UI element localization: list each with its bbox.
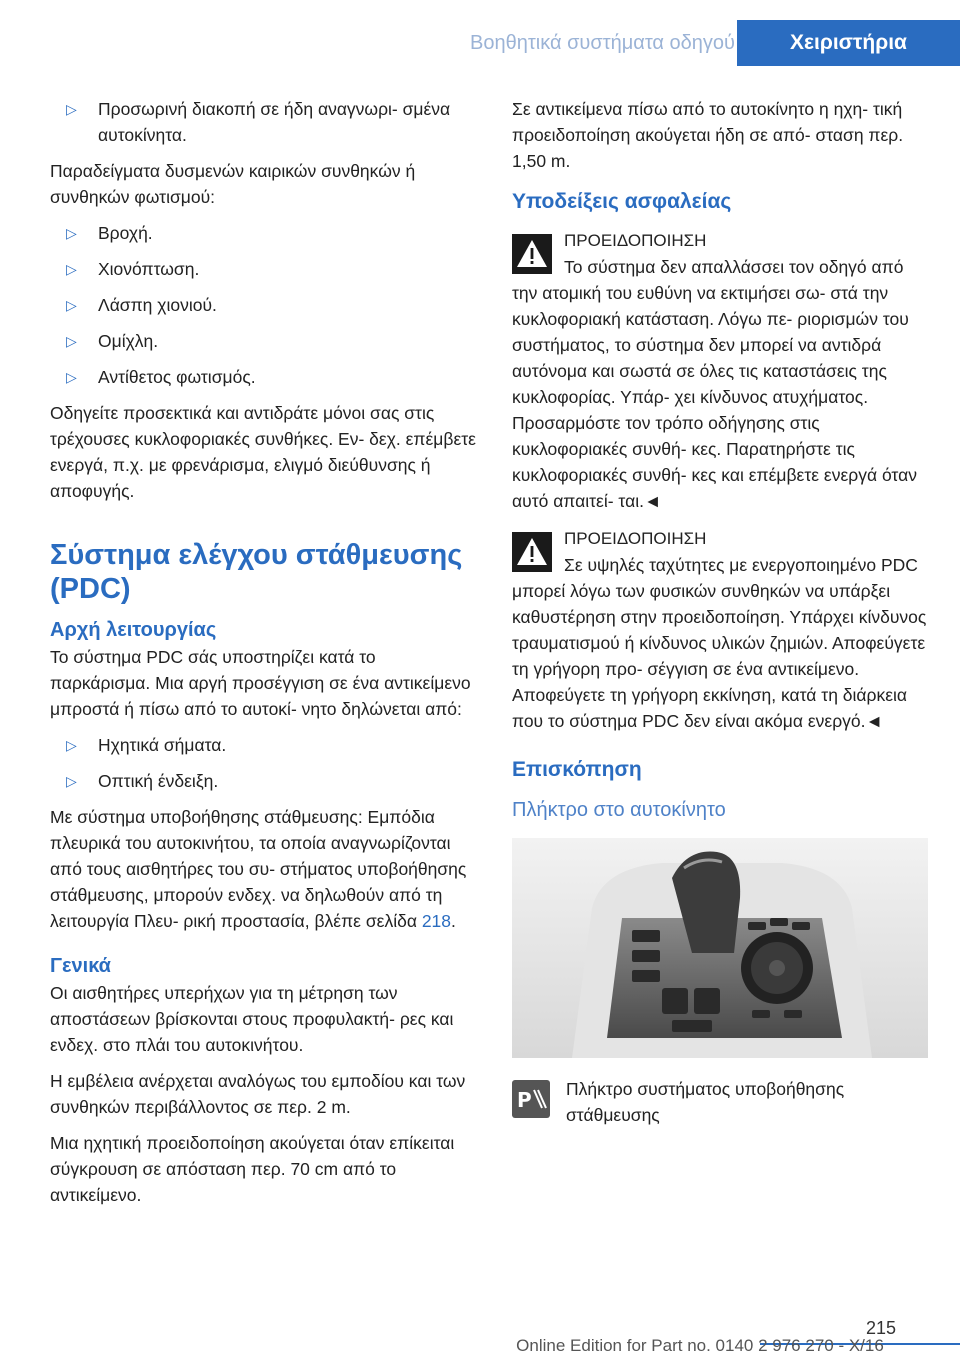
page-number: 215 [865, 1318, 896, 1338]
principle-text: Το σύστημα PDC σάς υποστηρίζει κατά το παρκάρισμα. Μια αργή προσέγγιση σε ένα αντικείμενο μπροστά ή πίσω από το αυτοκί‐ νητο δηλώνεται από: [50, 647, 471, 719]
pdc-heading: Σύστημα ελέγχου στάθμευσης (PDC) [50, 539, 463, 605]
parking-assist-button-icon [512, 1080, 550, 1118]
list-item-text: Οπτική ένδειξη. [98, 771, 219, 791]
list-item [50, 220, 480, 246]
list-item [50, 292, 480, 318]
principle-heading: Αρχή λειτουργίας [50, 619, 217, 641]
section-title: Βοηθητικά συστήματα οδηγού [470, 32, 735, 54]
triangle-bullet-icon: ▷ [66, 737, 77, 753]
list-item [50, 732, 480, 758]
triangle-bullet-icon: ▷ [66, 261, 77, 277]
left-column [50, 96, 480, 1218]
list-item-text: Βροχή. [98, 223, 153, 243]
triangle-bullet-icon: ▷ [66, 101, 77, 117]
center-console-photo [512, 838, 928, 1058]
warning-block [512, 228, 928, 514]
triangle-bullet-icon: ▷ [66, 333, 77, 349]
warning-text: Το σύστημα δεν απαλλάσσει τον οδηγό από την ατομική του ευθύνη να εκτιμήσει σω‐ στά την κυκλοφοριακή κατάσταση. Λόγω πε‐ ριορισμών του συστήματος, το σύστημα δεν μπορεί να αντιδρά αυτόνομα και σωστά σε όλες τις καταστάσεις της κυκλοφορίας. Υπάρ‐ χει κίνδυνος ατυχήματος. Προσαρμόστε τον τρόπο οδήγησης στις κυκλοφοριακές συνθή‐ κες. Παρατηρήστε τις κυκλοφοριακές συνθή‐ κες και επέμβετε ενεργά όταν αυτό απαιτεί‐ ται.◄ [512, 257, 917, 511]
page-link[interactable]: 218 [421, 911, 452, 931]
warning-icon [512, 532, 552, 572]
warning-title: ΠΡΟΕΙΔΟΠΟΙΗΣΗ [564, 529, 707, 548]
caption-text: Πλήκτρο συστήματος υποβοήθησης στάθμευσης [566, 1079, 845, 1125]
warning-icon [512, 234, 552, 274]
general-paragraph: Μια ηχητική προειδοποίηση ακούγεται όταν επίκειται σύγκρουση σε απόσταση περ. 70 cm από το αντικείμενο. [50, 1133, 455, 1205]
warning-block [512, 526, 928, 734]
caption [512, 1076, 928, 1128]
overview-heading: Επισκόπηση [512, 758, 642, 781]
drive-note: Οδηγείτε προσεκτικά και αντιδράτε μόνοι σας στις τρέχουσες κυκλοφοριακές συνθήκες. Εν‐ δεχ. επέμβετε ενεργά, π.χ. με φρενάρισμα, ελιγμό διεύθυνσης ή αποφυγής. [50, 403, 476, 501]
list-item-text: Ηχητικά σήματα. [98, 735, 227, 755]
button-heading: Πλήκτρο στο αυτοκίνητο [512, 799, 726, 821]
warning-title: ΠΡΟΕΙΔΟΠΟΙΗΣΗ [564, 231, 707, 250]
list-item-text: Ομίχλη. [98, 331, 159, 351]
list-item [50, 96, 480, 148]
side-protection-text: Με σύστημα υποβοήθησης στάθμευσης: Εμπόδια πλευρικά του αυτοκινήτου, τα οποία αναγνωρίζονται από τους αισθητήρες του συ‐ στήματος υποβοήθησης στάθμευσης, μπορούν ενδεχ. να δηλωθούν από τη λειτουργία Πλευ‐ ρική προστασία, βλέπε σελίδα 218. [50, 807, 467, 931]
triangle-bullet-icon: ▷ [66, 225, 77, 241]
right-column [512, 96, 928, 1128]
rear-warning-text: Σε αντικείμενα πίσω από το αυτοκίνητο η ηχη‐ τική προειδοποίηση ακούγεται ήδη σε από‐ σταση περ. 1,50 m. [512, 99, 904, 171]
list-item-text: Προσωρινή διακοπή σε ήδη αναγνωρι‐ σμένα αυτοκίνητα. [98, 99, 451, 145]
list-item [50, 256, 480, 282]
triangle-bullet-icon: ▷ [66, 773, 77, 789]
triangle-bullet-icon: ▷ [66, 297, 77, 313]
list-item-text: Αντίθετος φωτισμός. [98, 367, 256, 387]
list-item [50, 768, 480, 794]
general-paragraph: Η εμβέλεια ανέρχεται αναλόγως του εμποδίου και των συνθηκών περιβάλλοντος σε περ. 2 m. [50, 1071, 466, 1117]
chapter-tab: Χειριστήρια [737, 20, 960, 66]
svg-text:P: P [517, 1088, 532, 1112]
safety-heading: Υποδείξεις ασφαλείας [512, 190, 732, 213]
weather-intro: Παραδείγματα δυσμενών καιρικών συνθηκών ή συνθηκών φωτισμού: [50, 161, 416, 207]
list-item-text: Χιονόπτωση. [98, 259, 200, 279]
general-paragraph: Οι αισθητήρες υπερήχων για τη μέτρηση των αποστάσεων βρίσκονται στους προφυλακτή‐ ρες και ενδεχ. στο πλάι του αυτοκινήτου. [50, 983, 454, 1055]
warning-text: Σε υψηλές ταχύτητες με ενεργοποιημένο PDC μπορεί λόγω των φυσικών συνθηκών να υπάρξει καθυστέρηση στην προειδοποίηση. Υπάρχει κίνδυνος τραυματισμού ή κίνδυνος υλικών ζημιών. Αποφεύγετε τη γρήγορη προ‐ σέγγιση σε ένα αντικείμενο. Αποφεύγετε τη γρήγορη εκκίνηση, κατά τη διάρκεια που το σύστημα PDC δεν είναι ακόμα ενεργό.◄ [512, 555, 927, 731]
edition-note: Online Edition for Part no. 0140 2 976 270 - X/16 [516, 1336, 884, 1355]
list-item [50, 364, 480, 390]
list-item-text: Λάσπη χιονιού. [98, 295, 217, 315]
list-item [50, 328, 480, 354]
triangle-bullet-icon: ▷ [66, 369, 77, 385]
general-heading: Γενικά [50, 955, 111, 977]
